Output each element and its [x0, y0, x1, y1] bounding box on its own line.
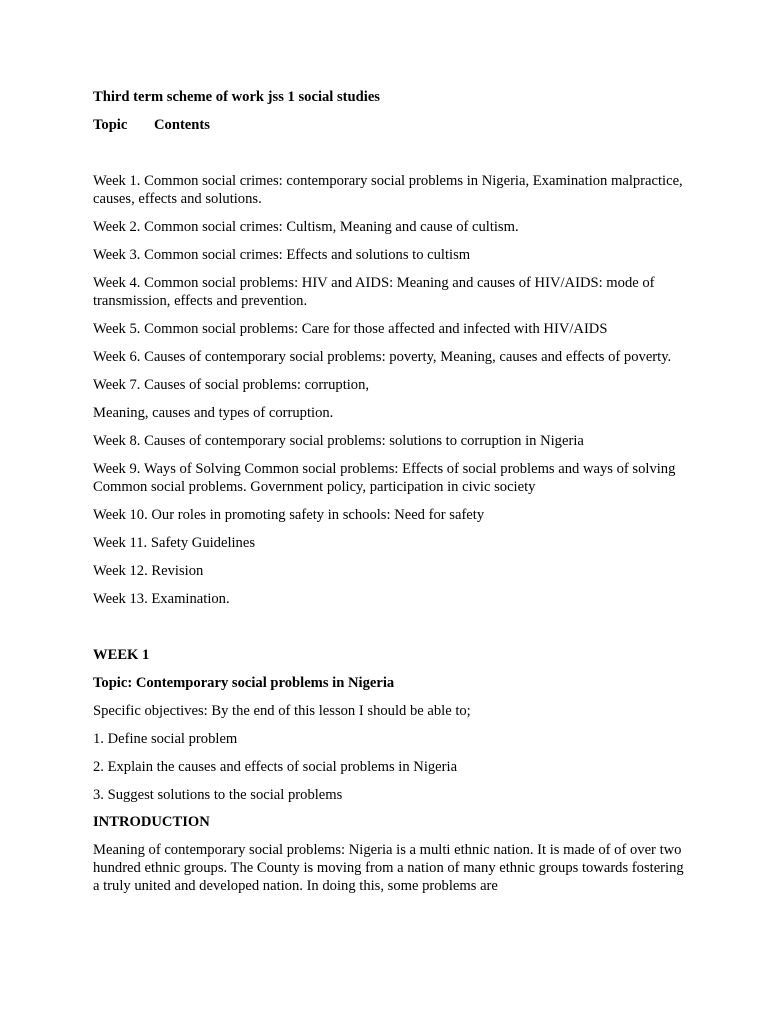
introduction-text: Meaning of contemporary social problems: Nigeria is a multi ethnic nation. It is made of of over two hundred ethnic groups. The County is moving from a nation of many ethnic groups towards fostering a truly united and developed nation. In doing this, some problems are [93, 842, 684, 894]
week-item: Week 13. Examination. [93, 591, 230, 607]
objective-item: 3. Suggest solutions to the social problems [93, 787, 343, 803]
week-item: Week 11. Safety Guidelines [93, 535, 256, 551]
spacer [93, 618, 693, 646]
document-title: Third term scheme of work jss 1 social studies [93, 89, 380, 105]
document-page [93, 88, 693, 905]
week-item: Meaning, causes and types of corruption. [93, 405, 334, 421]
week-item: Week 9. Ways of Solving Common social problems: Effects of social problems and ways of solving Common social problems. Government policy, participation in civic society [93, 461, 676, 495]
week-item: Week 1. Common social crimes: contemporary social problems in Nigeria, Examination malpractice, causes, effects and solutions. [93, 173, 683, 207]
week-item: Week 7. Causes of social problems: corruption, [93, 377, 370, 393]
objective-item: 1. Define social problem [93, 731, 238, 747]
introduction-heading: INTRODUCTION [93, 814, 210, 830]
table-header [93, 116, 693, 134]
week1-heading: WEEK 1 [93, 647, 150, 663]
week-item: Week 2. Common social crimes: Cultism, Meaning and cause of cultism. [93, 219, 519, 235]
week-item: Week 5. Common social problems: Care for those affected and infected with HIV/AIDS [93, 321, 608, 337]
spacer [93, 144, 693, 172]
header-topic: Topic [93, 117, 128, 133]
objectives-intro: Specific objectives: By the end of this lesson I should be able to; [93, 703, 471, 719]
week-item: Week 12. Revision [93, 563, 204, 579]
week-item: Week 6. Causes of contemporary social problems: poverty, Meaning, causes and effects of poverty. [93, 349, 672, 365]
week-item: Week 4. Common social problems: HIV and AIDS: Meaning and causes of HIV/AIDS: mode of transmission, effects and prevention. [93, 275, 655, 309]
week1-topic: Topic: Contemporary social problems in Nigeria [93, 675, 395, 691]
week-item: Week 3. Common social crimes: Effects and solutions to cultism [93, 247, 471, 263]
objective-item: 2. Explain the causes and effects of social problems in Nigeria [93, 759, 458, 775]
week-item: Week 10. Our roles in promoting safety in schools: Need for safety [93, 507, 485, 523]
header-contents: Contents [154, 117, 210, 133]
week-item: Week 8. Causes of contemporary social problems: solutions to corruption in Nigeria [93, 433, 584, 449]
